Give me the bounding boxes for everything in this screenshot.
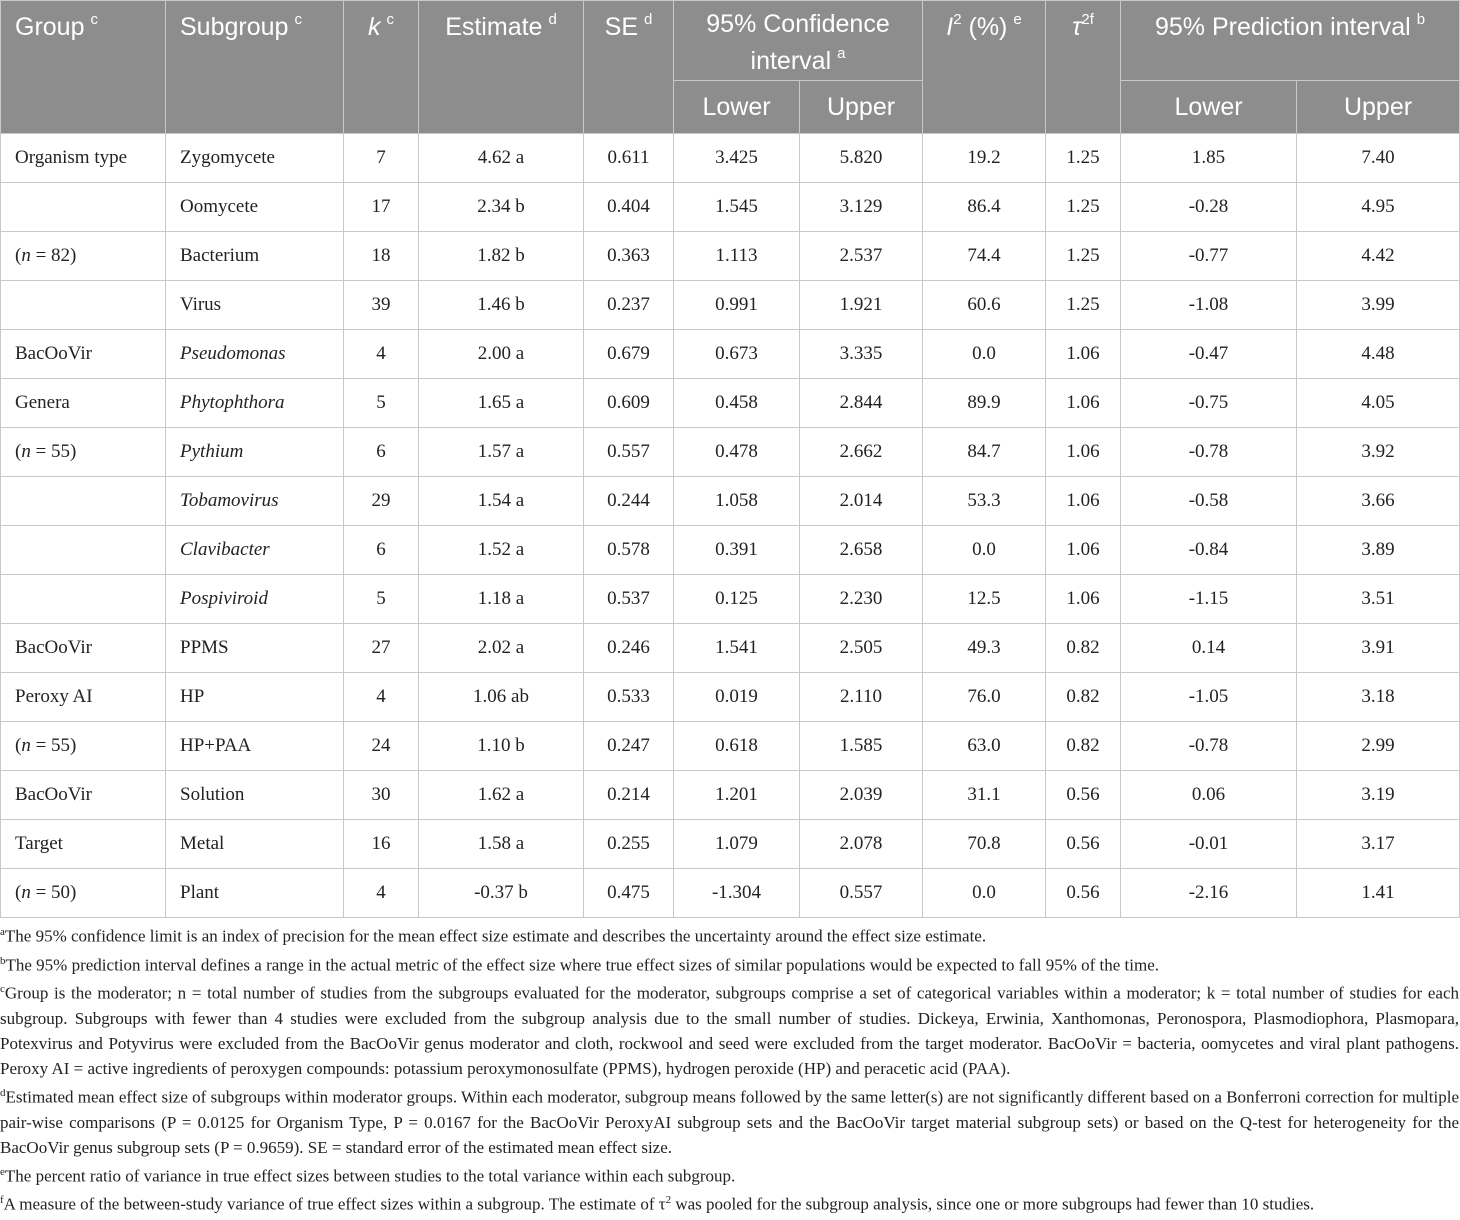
header-se: SE $^d$ [584,1,674,134]
k-cell: 29 [344,477,419,526]
estimate-cell: 1.62 a [419,771,584,820]
table-row [1,526,1460,575]
subgroup-cell: Pseudomonas [166,330,344,379]
subgroup-cell: Pospiviroid [166,575,344,624]
se-cell: 0.244 [584,477,674,526]
se-cell: 0.246 [584,624,674,673]
estimate-cell: 1.46 b [419,281,584,330]
ci-upper-cell: 1.585 [800,722,923,771]
se-cell: 0.557 [584,428,674,477]
table-row [1,330,1460,379]
estimate-cell: 1.65 a [419,379,584,428]
se-cell: 0.247 [584,722,674,771]
footnotes [0,920,1459,1217]
subgroup-cell: PPMS [166,624,344,673]
group-cell: Peroxy AI [1,673,166,722]
k-cell: 30 [344,771,419,820]
ci-upper-cell: 2.039 [800,771,923,820]
pi-upper-cell: 4.05 [1297,379,1460,428]
i2-cell: 60.6 [923,281,1046,330]
pi-upper-cell: 3.66 [1297,477,1460,526]
group-cell [1,183,166,232]
tau2-cell: 0.56 [1046,820,1121,869]
se-cell: 0.363 [584,232,674,281]
table-row [1,232,1460,281]
pi-lower-cell: -0.47 [1121,330,1297,379]
pi-upper-cell: 3.17 [1297,820,1460,869]
footnote-c: $^c$Group is the moderator; n = total number of studies from the subgroups evaluated for the moderator, subgroups comprise a set of categorical variables within a moderator; k = total number of studies for each subgroup. Subgroups with fewer than 4 studies were excluded from the subgroup analysis due to the small number of studies. Dickeya, Erwinia, Xanthomonas, Peronospora, Plasmodiophora, Plasmopara, Potexvirus and Potyvirus were excluded from the BacOoVir genus moderator and cloth, rockwool and seed were excluded from the target moderator. BacOoVir = bacteria, oomycetes and viral plant pathogens. Peroxy AI = active ingredients of peroxygen compounds: potassium peroxymonosulfate (PPMS), hydrogen peroxide (HP) and peracetic acid (PAA). [0,983,1459,1078]
table-row [1,722,1460,771]
subgroup-cell: Metal [166,820,344,869]
group-cell [1,477,166,526]
k-cell: 17 [344,183,419,232]
k-cell: 7 [344,134,419,183]
ci-lower-cell: 0.125 [674,575,800,624]
i2-cell: 19.2 [923,134,1046,183]
i2-cell: 63.0 [923,722,1046,771]
group-cell: (n = 55) [1,428,166,477]
header-k: k $^c$ [344,1,419,134]
table-row [1,183,1460,232]
ci-lower-cell: 0.991 [674,281,800,330]
pi-upper-cell: 4.48 [1297,330,1460,379]
estimate-cell: 1.57 a [419,428,584,477]
k-cell: 4 [344,330,419,379]
se-cell: 0.475 [584,869,674,918]
pi-upper-cell: 3.99 [1297,281,1460,330]
tau2-cell: 0.82 [1046,673,1121,722]
pi-lower-cell: -0.75 [1121,379,1297,428]
pi-lower-cell: -0.77 [1121,232,1297,281]
ci-lower-cell: 1.079 [674,820,800,869]
ci-upper-cell: 2.844 [800,379,923,428]
header-confidence-interval: 95% Confidence interval $^a$ [674,1,923,81]
pi-upper-cell: 3.89 [1297,526,1460,575]
subgroup-cell: HP [166,673,344,722]
ci-lower-cell: 0.618 [674,722,800,771]
k-cell: 16 [344,820,419,869]
tau2-cell: 1.06 [1046,330,1121,379]
i2-cell: 70.8 [923,820,1046,869]
group-cell: Genera [1,379,166,428]
table-row [1,575,1460,624]
header-ci-upper: Upper [800,81,923,134]
se-cell: 0.237 [584,281,674,330]
ci-lower-cell: 0.391 [674,526,800,575]
pi-upper-cell: 3.91 [1297,624,1460,673]
subgroup-cell: HP+PAA [166,722,344,771]
estimate-cell: 1.18 a [419,575,584,624]
header-subgroup: Subgroup $^c$ [166,1,344,134]
ci-lower-cell: 1.545 [674,183,800,232]
i2-cell: 74.4 [923,232,1046,281]
header-group: Group $^c$ [1,1,166,134]
pi-lower-cell: -0.78 [1121,428,1297,477]
header-i2: $I^2$ (%) $^e$ [923,1,1046,134]
pi-upper-cell: 4.95 [1297,183,1460,232]
tau2-cell: 1.06 [1046,575,1121,624]
table-row [1,673,1460,722]
tau2-cell: 1.25 [1046,134,1121,183]
tau2-cell: 1.25 [1046,232,1121,281]
tau2-cell: 1.06 [1046,379,1121,428]
k-cell: 4 [344,673,419,722]
pi-upper-cell: 3.92 [1297,428,1460,477]
se-cell: 0.255 [584,820,674,869]
estimate-cell: 1.06 ab [419,673,584,722]
header-prediction-interval: 95% Prediction interval $^b$ [1121,1,1460,81]
pi-lower-cell: -0.28 [1121,183,1297,232]
se-cell: 0.578 [584,526,674,575]
table-row [1,771,1460,820]
se-cell: 0.609 [584,379,674,428]
pi-upper-cell: 4.42 [1297,232,1460,281]
group-cell: BacOoVir [1,771,166,820]
pi-lower-cell: 0.14 [1121,624,1297,673]
pi-upper-cell: 3.51 [1297,575,1460,624]
header-row [1,1,1460,81]
k-cell: 5 [344,575,419,624]
i2-cell: 76.0 [923,673,1046,722]
k-cell: 6 [344,526,419,575]
ci-upper-cell: 3.129 [800,183,923,232]
group-cell: (n = 50) [1,869,166,918]
table-row [1,281,1460,330]
group-cell: Organism type [1,134,166,183]
subgroup-cell: Zygomycete [166,134,344,183]
ci-upper-cell: 5.820 [800,134,923,183]
se-cell: 0.404 [584,183,674,232]
header-tau2: $\tau^{2f}$ [1046,1,1121,134]
tau2-cell: 1.06 [1046,428,1121,477]
ci-lower-cell: 1.541 [674,624,800,673]
ci-upper-cell: 2.014 [800,477,923,526]
i2-cell: 49.3 [923,624,1046,673]
table-row [1,820,1460,869]
ci-upper-cell: 2.230 [800,575,923,624]
subgroup-cell: Tobamovirus [166,477,344,526]
ci-lower-cell: 0.478 [674,428,800,477]
pi-lower-cell: -0.78 [1121,722,1297,771]
i2-cell: 84.7 [923,428,1046,477]
ci-upper-cell: 0.557 [800,869,923,918]
ci-upper-cell: 2.110 [800,673,923,722]
pi-upper-cell: 2.99 [1297,722,1460,771]
pi-lower-cell: -1.08 [1121,281,1297,330]
footnote-b: $^b$The 95% prediction interval defines a range in the actual metric of the effect size where true effect sizes of similar populations would be expected to fall 95% of the time. [0,954,1160,975]
estimate-cell: 1.58 a [419,820,584,869]
pi-lower-cell: 1.85 [1121,134,1297,183]
k-cell: 5 [344,379,419,428]
subgroup-cell: Clavibacter [166,526,344,575]
i2-cell: 0.0 [923,869,1046,918]
estimate-cell: 1.52 a [419,526,584,575]
estimate-cell: 1.10 b [419,722,584,771]
tau2-cell: 1.25 [1046,281,1121,330]
group-cell: (n = 55) [1,722,166,771]
table-row [1,624,1460,673]
k-cell: 4 [344,869,419,918]
subgroup-cell: Bacterium [166,232,344,281]
i2-cell: 0.0 [923,330,1046,379]
subgroup-cell: Phytophthora [166,379,344,428]
estimate-cell: 2.00 a [419,330,584,379]
footnote-d: $^d$Estimated mean effect size of subgroups within moderator groups. Within each moderator, subgroup means followed by the same letter(s) are not significantly different based on a Bonferroni correction for multiple pair-wise comparisons (P = 0.0125 for Organism Type, P = 0.0167 for the BacOoVir PeroxyAI subgroup sets and the BacOoVir target material subgroup sets) or based on the Q-test for heterogeneity for the BacOoVir genus subgroup sets (P = 0.9659). SE = standard error of the estimated mean effect size. [0,1086,1459,1157]
ci-upper-cell: 2.658 [800,526,923,575]
ci-lower-cell: 0.019 [674,673,800,722]
pi-upper-cell: 3.18 [1297,673,1460,722]
header-pi-lower: Lower [1121,81,1297,134]
estimate-cell: 1.82 b [419,232,584,281]
group-cell: Target [1,820,166,869]
tau2-cell: 0.82 [1046,624,1121,673]
subgroup-cell: Plant [166,869,344,918]
estimate-cell: 2.34 b [419,183,584,232]
table-row [1,428,1460,477]
table-row [1,134,1460,183]
pi-lower-cell: -0.58 [1121,477,1297,526]
pi-lower-cell: -0.01 [1121,820,1297,869]
estimate-cell: -0.37 b [419,869,584,918]
pi-upper-cell: 7.40 [1297,134,1460,183]
footnote-e: $^e$The percent ratio of variance in true effect sizes between studies to the total variance within each subgroup. [0,1165,736,1186]
tau2-cell: 0.82 [1046,722,1121,771]
estimate-cell: 4.62 a [419,134,584,183]
ci-upper-cell: 1.921 [800,281,923,330]
k-cell: 6 [344,428,419,477]
ci-upper-cell: 2.662 [800,428,923,477]
ci-lower-cell: 3.425 [674,134,800,183]
subgroup-cell: Pythium [166,428,344,477]
i2-cell: 86.4 [923,183,1046,232]
tau2-cell: 0.56 [1046,869,1121,918]
ci-upper-cell: 3.335 [800,330,923,379]
pi-lower-cell: 0.06 [1121,771,1297,820]
ci-lower-cell: 0.458 [674,379,800,428]
tau2-cell: 1.06 [1046,477,1121,526]
se-cell: 0.611 [584,134,674,183]
table-row [1,869,1460,918]
footnote-f: $^f$A measure of the between-study variance of true effect sizes within a subgroup. The estimate of $\tau^2$ was pooled for the subgroup analysis, since one or more subgroups had fewer than 10 studies. [0,1194,1315,1214]
k-cell: 39 [344,281,419,330]
i2-cell: 53.3 [923,477,1046,526]
ci-upper-cell: 2.078 [800,820,923,869]
pi-lower-cell: -1.05 [1121,673,1297,722]
ci-upper-cell: 2.505 [800,624,923,673]
k-cell: 24 [344,722,419,771]
ci-lower-cell: -1.304 [674,869,800,918]
tau2-cell: 0.56 [1046,771,1121,820]
ci-lower-cell: 1.058 [674,477,800,526]
estimate-cell: 2.02 a [419,624,584,673]
header-estimate: Estimate $^d$ [419,1,584,134]
tau2-cell: 1.25 [1046,183,1121,232]
i2-cell: 89.9 [923,379,1046,428]
group-cell: BacOoVir [1,624,166,673]
ci-upper-cell: 2.537 [800,232,923,281]
table-row [1,379,1460,428]
group-cell: BacOoVir [1,330,166,379]
pi-upper-cell: 1.41 [1297,869,1460,918]
ci-lower-cell: 1.201 [674,771,800,820]
k-cell: 27 [344,624,419,673]
k-cell: 18 [344,232,419,281]
footnote-a: $^a$The 95% confidence limit is an index of precision for the mean effect size estimate and describes the uncertainty around the effect size estimate. [0,926,987,946]
pi-upper-cell: 3.19 [1297,771,1460,820]
ci-lower-cell: 0.673 [674,330,800,379]
group-cell [1,575,166,624]
header-ci-lower: Lower [674,81,800,134]
se-cell: 0.679 [584,330,674,379]
subgroup-cell: Solution [166,771,344,820]
header-pi-upper: Upper [1297,81,1460,134]
se-cell: 0.533 [584,673,674,722]
group-cell [1,526,166,575]
pi-lower-cell: -1.15 [1121,575,1297,624]
ci-lower-cell: 1.113 [674,232,800,281]
subgroup-cell: Oomycete [166,183,344,232]
se-cell: 0.214 [584,771,674,820]
group-cell: (n = 82) [1,232,166,281]
i2-cell: 12.5 [923,575,1046,624]
i2-cell: 31.1 [923,771,1046,820]
estimate-cell: 1.54 a [419,477,584,526]
pi-lower-cell: -2.16 [1121,869,1297,918]
group-cell [1,281,166,330]
subgroup-cell: Virus [166,281,344,330]
se-cell: 0.537 [584,575,674,624]
tau2-cell: 1.06 [1046,526,1121,575]
pi-lower-cell: -0.84 [1121,526,1297,575]
table-row [1,477,1460,526]
i2-cell: 0.0 [923,526,1046,575]
